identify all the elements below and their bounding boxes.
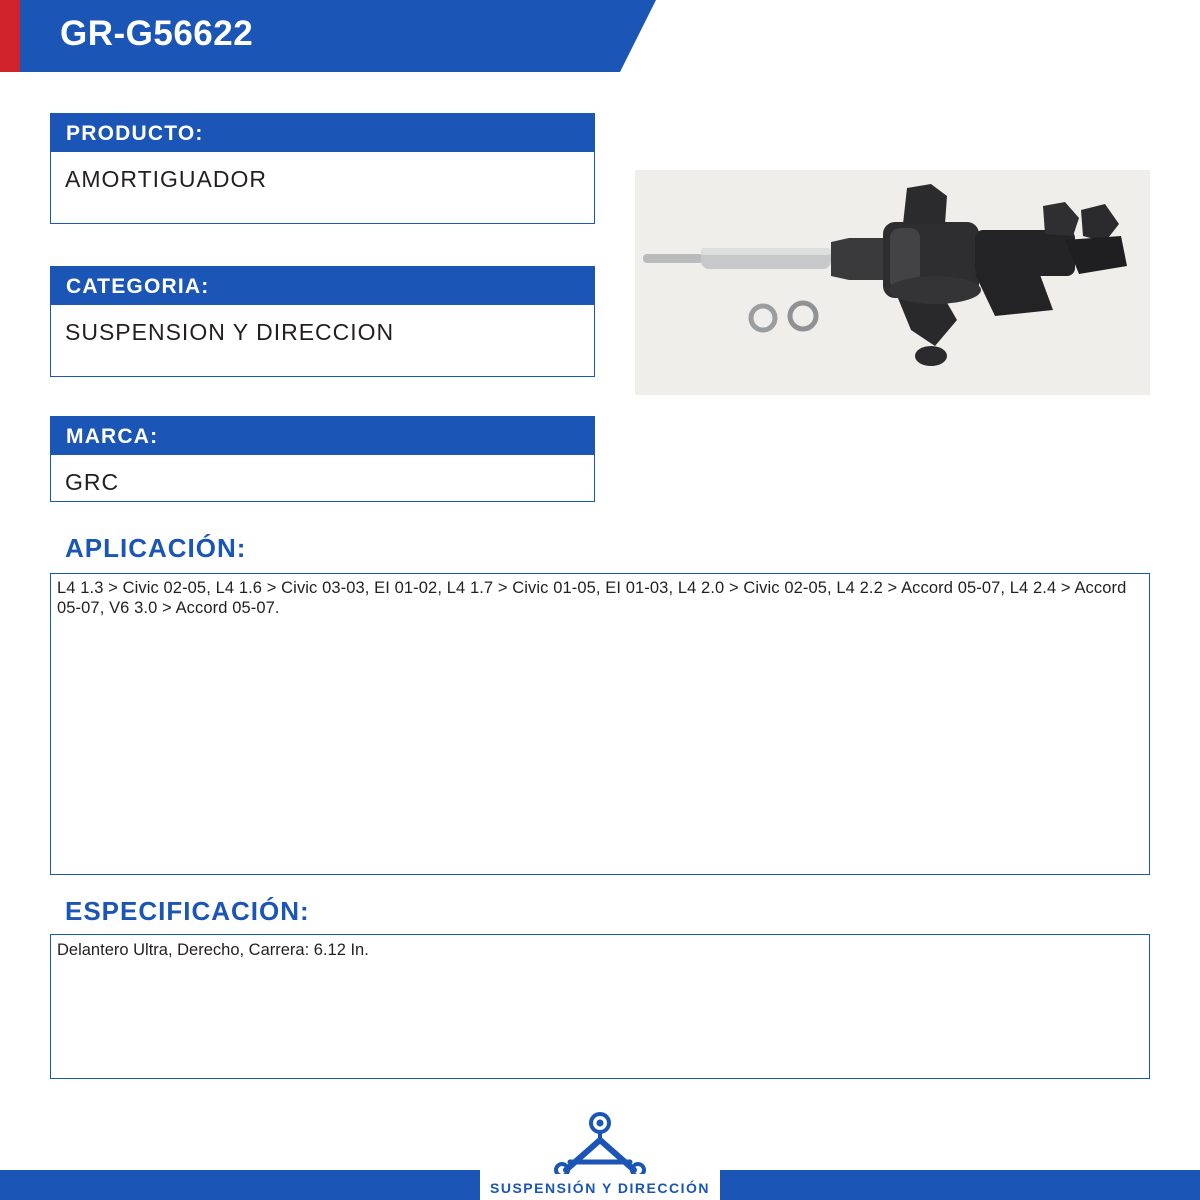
product-photo [635, 170, 1150, 395]
control-arm-icon [540, 1112, 660, 1174]
footer-bar-right [720, 1170, 1200, 1200]
categoria-field [50, 266, 595, 377]
aplicacion-text: L4 1.3 > Civic 02-05, L4 1.6 > Civic 03-03, EI 01-02, L4 1.7 > Civic 01-05, EI 01-03, L4 2.0 > Civic 02-05, L4 2.2 > Accord 05-07, L4 2.4 > Accord 05-07, V6 3.0 > Accord 05-07. [57, 579, 1127, 617]
footer-bar-left [0, 1170, 480, 1200]
categoria-label: CATEGORIA: [50, 266, 595, 305]
page-title: GR-G56622 [60, 14, 254, 53]
aplicacion-title: APLICACIÓN: [65, 533, 247, 563]
categoria-value: SUSPENSION Y DIRECCION [50, 305, 595, 377]
producto-label: PRODUCTO: [50, 113, 595, 152]
strut-illustration [635, 170, 1150, 395]
page-header [0, 0, 1200, 72]
producto-field [50, 113, 595, 224]
marca-label: MARCA: [50, 416, 595, 455]
especificacion-text: Delantero Ultra, Derecho, Carrera: 6.12 In. [57, 941, 369, 959]
producto-value: AMORTIGUADOR [50, 152, 595, 224]
especificacion-title: ESPECIFICACIÓN: [65, 896, 310, 926]
marca-value: GRC [50, 455, 595, 502]
footer-caption: SUSPENSIÓN Y DIRECCIÓN [490, 1180, 710, 1196]
aplicacion-box [50, 573, 1150, 875]
page-footer [0, 1090, 1200, 1200]
marca-field [50, 416, 595, 502]
